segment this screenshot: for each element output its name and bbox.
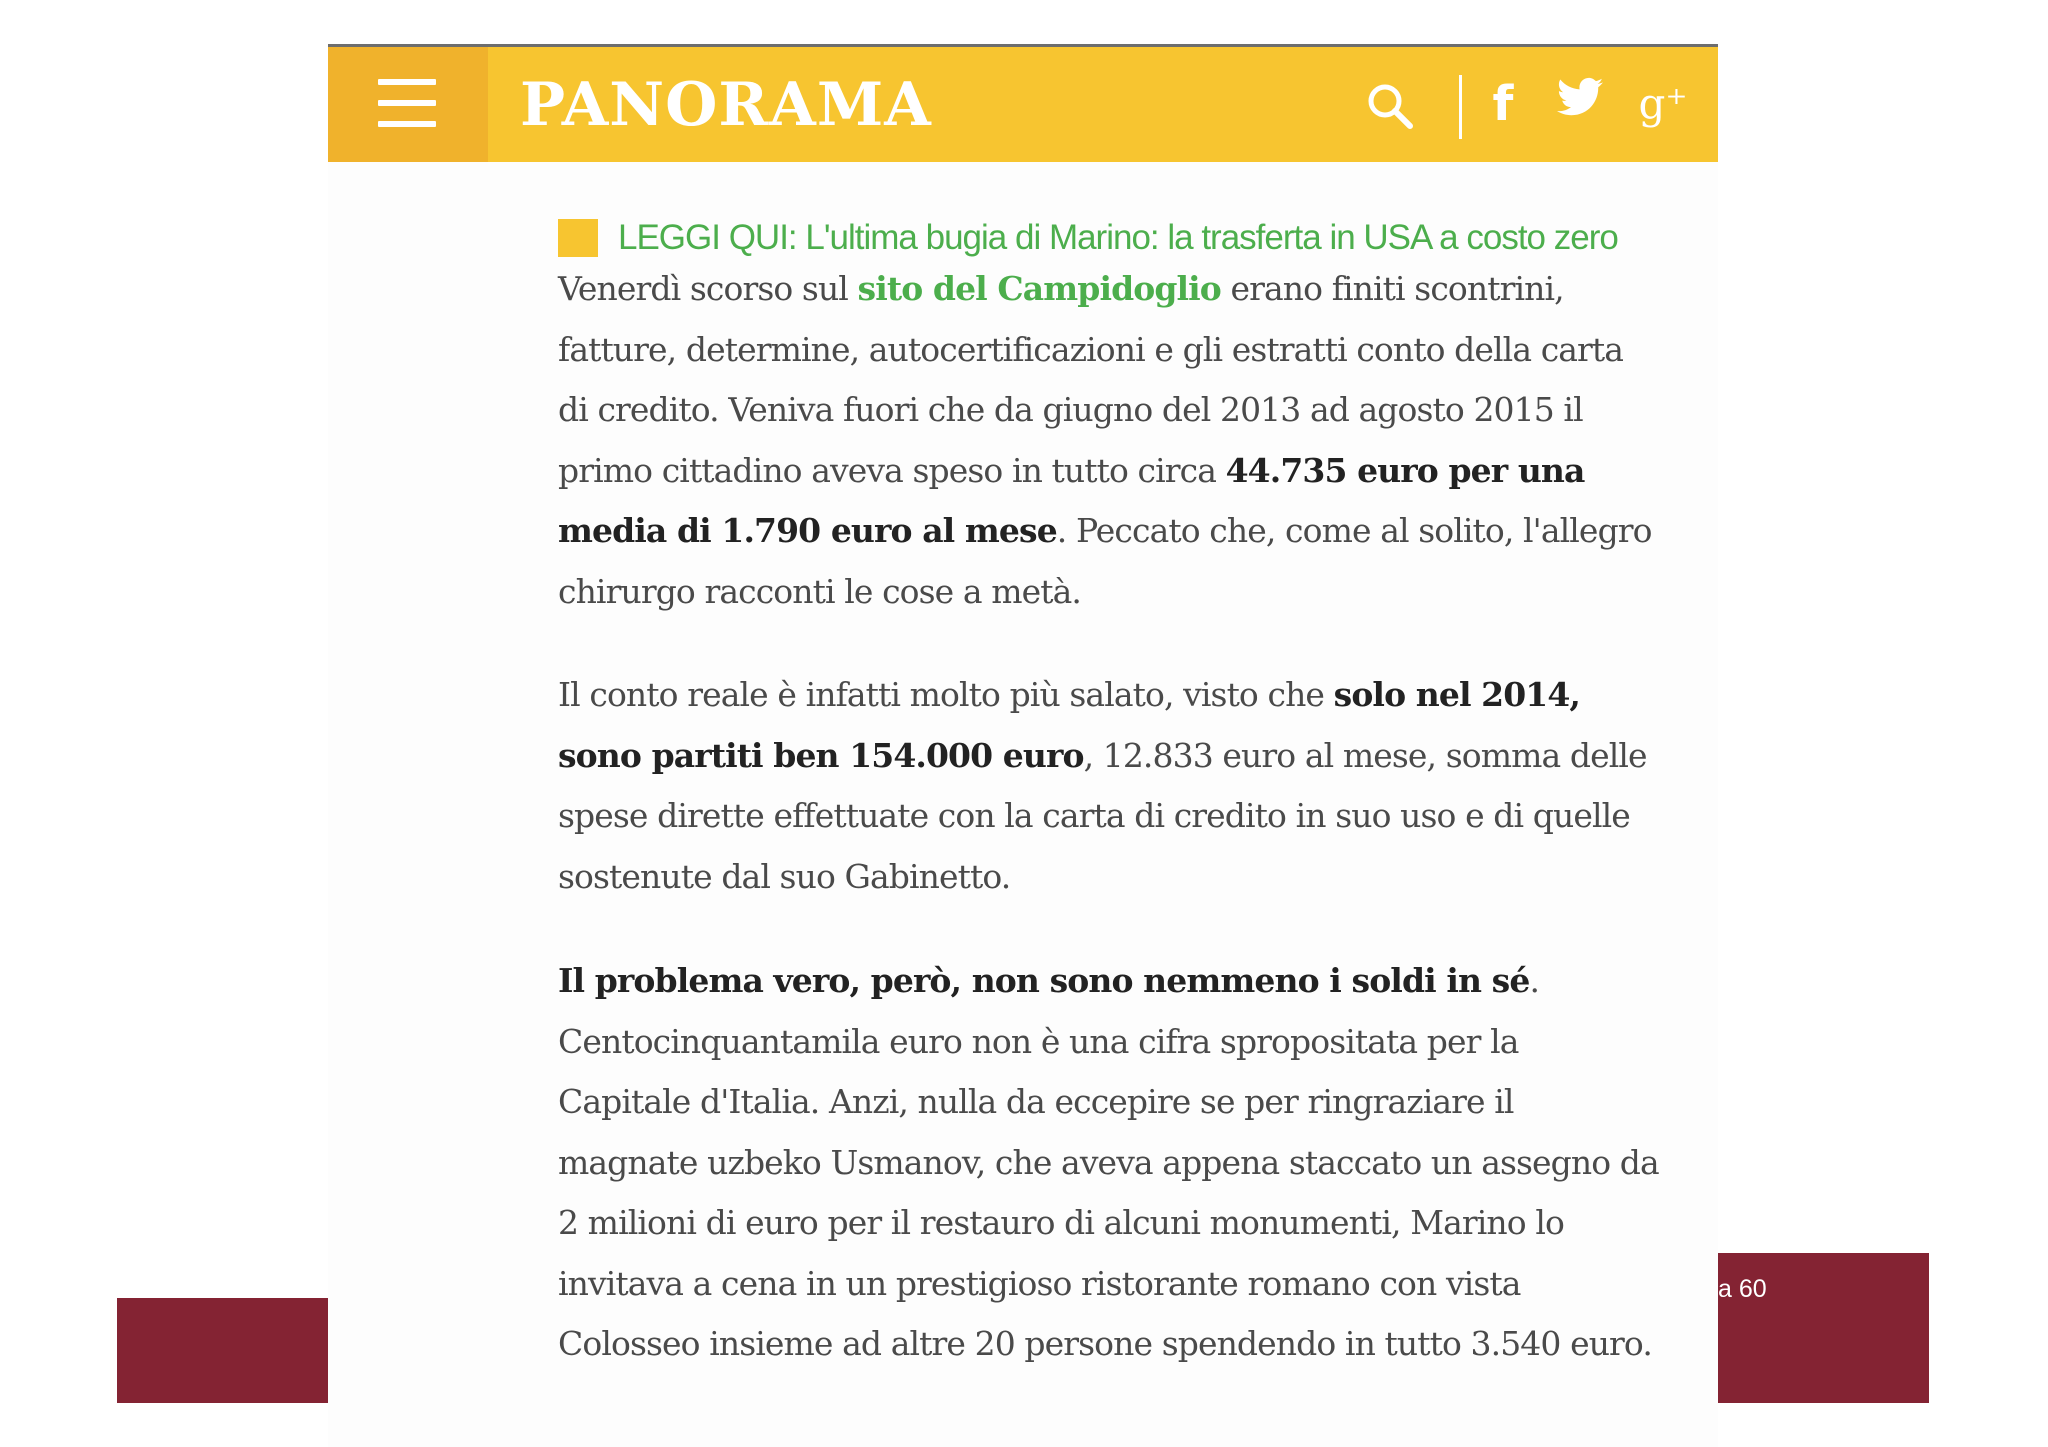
text-line (558, 665, 1708, 726)
text-line: Colosseo insieme ad altre 20 persone spendendo in tutto 3.540 euro. (558, 1324, 1652, 1363)
text-line: Centocinquantamila euro non è una cifra spropositata per la (558, 1021, 1519, 1061)
text-run: , 12.833 euro al mese, somma delle (1083, 735, 1647, 775)
related-article-link[interactable]: LEGGI QUI: L'ultima bugia di Marino: la trasferta in USA a costo zero (618, 218, 1618, 257)
twitter-icon[interactable] (1550, 77, 1610, 147)
bold-text: 44.735 euro per una (1225, 450, 1585, 490)
menu-bar (378, 79, 436, 85)
text-line: 2 milioni di euro per il restauro di alcuni monumenti, Marino lo (558, 1203, 1564, 1242)
search-icon[interactable] (1365, 81, 1415, 131)
menu-bar (378, 100, 436, 106)
site-logo[interactable]: PANORAMA (520, 70, 932, 140)
text-line (558, 441, 1708, 502)
hamburger-menu-button[interactable] (328, 47, 488, 162)
text-line: sostenute dal suo Gabinetto. (558, 856, 1011, 896)
text-run: erano finiti scontrini, (1220, 269, 1564, 308)
related-marker (558, 219, 598, 257)
campidoglio-link[interactable]: sito del Campidoglio (857, 269, 1221, 308)
bold-text: Il problema vero, però, non sono nemmeno i soldi in sé (558, 961, 1530, 1000)
paragraph (558, 665, 1708, 907)
bold-text: solo nel 2014, (1333, 675, 1581, 714)
text-line (558, 259, 1708, 320)
text-line: chirurgo racconti le cose a metà. (558, 571, 1082, 611)
text-line: fatture, determine, autocertificazioni e gli estratti conto della carta (558, 329, 1624, 369)
bold-text: media di 1.790 euro al mese (558, 511, 1057, 550)
text-run: . Peccato che, come al solito, l'allegro (1056, 511, 1652, 550)
text-run: Il conto reale è infatti molto più salato, visto che (558, 675, 1334, 714)
text-line: invitava a cena in un prestigioso ristorante romano con vista (558, 1263, 1521, 1303)
paragraph (558, 259, 1708, 622)
text-line: Capitale d'Italia. Anzi, nulla da eccepire se per ringraziare il (558, 1082, 1514, 1121)
text-line (558, 726, 1708, 787)
menu-bar (378, 121, 436, 127)
related-article[interactable] (558, 214, 1618, 262)
header-divider (1459, 75, 1462, 139)
text-run: primo cittadino aveva speso in tutto circa (558, 450, 1226, 490)
page-number: a 60 (1718, 1275, 1767, 1303)
text-line (558, 501, 1708, 562)
text-line: spese dirette effettuate con la carta di credito in suo uso e di quelle (558, 796, 1630, 835)
bold-text: sono partiti ben 154.000 euro (558, 735, 1084, 775)
site-header (328, 44, 1718, 162)
facebook-icon[interactable]: f (1492, 76, 1514, 132)
google-plus-icon[interactable]: g⁺ (1638, 79, 1688, 128)
text-run: Venerdì scorso sul (558, 269, 858, 308)
slide-decoration-left (117, 1298, 328, 1403)
text-line (558, 951, 1708, 1012)
paragraph (558, 951, 1708, 1375)
text-run: . (1529, 961, 1540, 1000)
text-line: di credito. Veniva fuori che da giugno del 2013 ad agosto 2015 il (558, 390, 1583, 429)
text-line: magnate uzbeko Usmanov, che aveva appena staccato un assegno da (558, 1142, 1659, 1182)
